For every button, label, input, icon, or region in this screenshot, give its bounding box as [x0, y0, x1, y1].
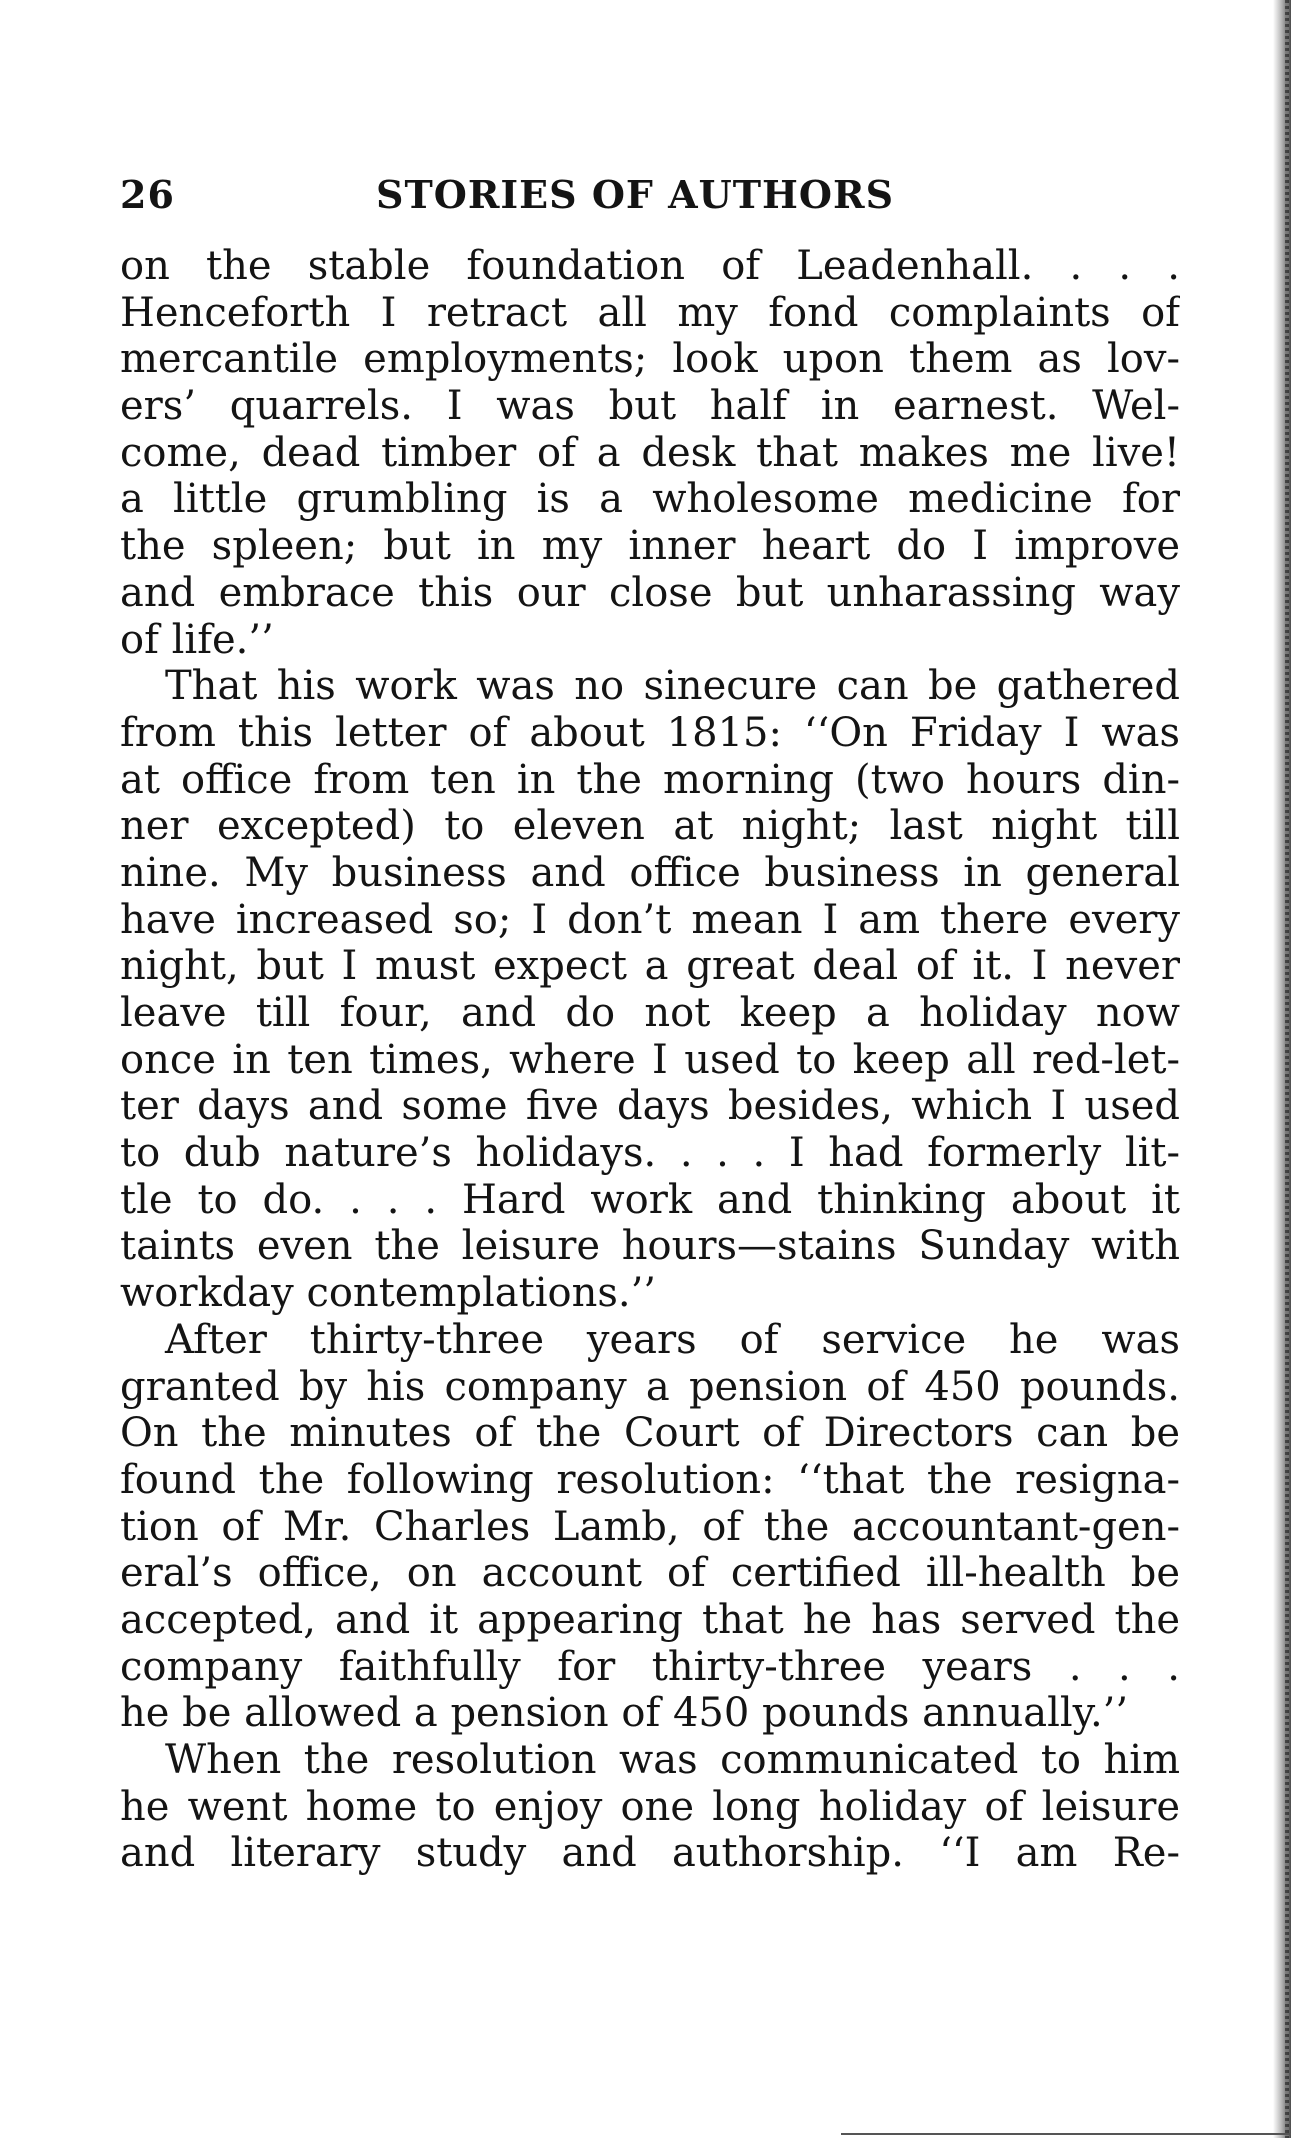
- text-line: have increased so; I don’t mean I am there every: [120, 896, 1180, 943]
- text-line: at office from ten in the morning (two hours din-: [120, 756, 1180, 803]
- text-line: tle to do. . . . Hard work and thinking about it: [120, 1176, 1180, 1223]
- text-line: leave till four, and do not keep a holiday now: [120, 990, 1180, 1036]
- page-edge-texture: [1285, 0, 1289, 2138]
- text-line: to dub nature’s holidays. . . . I had formerly lit-: [120, 1130, 1180, 1177]
- text-line: ner excepted) to eleven at night; last night till: [120, 803, 1180, 850]
- text-line: a little grumbling is a wholesome medicine for: [120, 476, 1180, 523]
- text-line: the spleen; but in my inner heart do I improve: [120, 523, 1180, 570]
- page-header: [120, 172, 1180, 222]
- text-line: come, dead timber of a desk that makes me live!: [120, 429, 1180, 476]
- bottom-edge-rule: [841, 2133, 1291, 2135]
- text-line: accepted, and it appearing that he has served the: [120, 1596, 1180, 1643]
- text-line: he went home to enjoy one long holiday of leisure: [120, 1783, 1180, 1830]
- text-line: tion of Mr. Charles Lamb, of the accountant-gen-: [120, 1503, 1180, 1550]
- text-line: mercantile employments; look upon them as lov-: [120, 336, 1180, 383]
- text-line: ers’ quarrels. I was but half in earnest. Wel-: [120, 383, 1180, 430]
- text-line: When the resolution was communicated to him: [165, 1737, 1180, 1783]
- text-line: Henceforth I retract all my fond complaints of: [120, 289, 1180, 336]
- text-line: nine. My business and office business in general: [120, 849, 1180, 896]
- text-line: taints even the leisure hours—stains Sunday with: [120, 1223, 1180, 1270]
- text-line: workday contemplations.’’: [120, 1270, 656, 1317]
- text-line: he be allowed a pension of 450 pounds annually.’’: [120, 1690, 1129, 1737]
- text-line: once in ten times, where I used to keep all red-let-: [120, 1036, 1180, 1083]
- text-line: eral’s office, on account of certified ill-health be: [120, 1550, 1180, 1597]
- text-line: company faithfully for thirty-three years . . .: [120, 1643, 1180, 1690]
- running-title: STORIES OF AUTHORS: [376, 172, 895, 217]
- text-line: night, but I must expect a great deal of it. I never: [120, 943, 1180, 990]
- body-text: [120, 243, 1180, 1877]
- text-line: ter days and some five days besides, which I used: [120, 1083, 1180, 1130]
- text-line: from this letter of about 1815: ‘‘On Friday I was: [120, 709, 1180, 756]
- text-line: That his work was no sinecure can be gathered: [165, 663, 1180, 710]
- text-line: and literary study and authorship. ‘‘I am Re-: [120, 1830, 1180, 1877]
- text-line: granted by his company a pension of 450 pounds.: [120, 1363, 1180, 1410]
- page-number: 26: [120, 172, 175, 217]
- text-line: On the minutes of the Court of Directors can be: [120, 1410, 1180, 1457]
- text-line: After thirty-three years of service he was: [165, 1316, 1180, 1363]
- text-line: on the stable foundation of Leadenhall. . . .: [120, 243, 1180, 289]
- text-line: of life.’’: [120, 616, 274, 663]
- text-line: found the following resolution: ‘‘that the resigna-: [120, 1456, 1180, 1503]
- text-line: and embrace this our close but unharassing way: [120, 569, 1180, 616]
